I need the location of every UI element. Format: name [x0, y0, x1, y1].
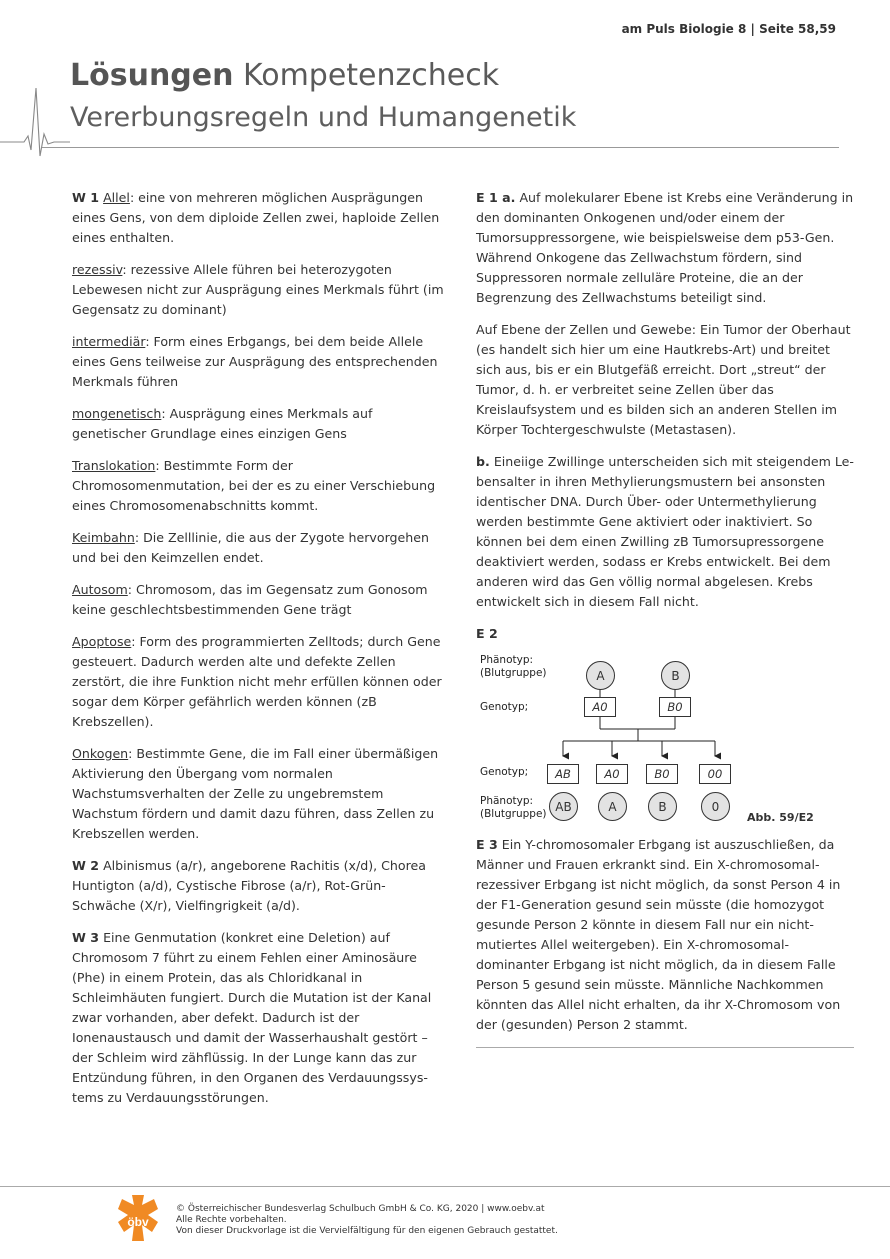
e1b-paragraph — [476, 452, 854, 612]
w3-text: Eine Genmutation (konkret eine Deletion) auf Chromosom 7 führt zu einem Fehlen einer Aminosäure (Phe) in einem Protein, das als Chloridkanal in Schleimhäuten fungiert. Durch die Mutation ist der Kanal zwar vorhanden, aber defekt. Dadurch ist der Ionenaustausch und damit der Wasserhaushalt gestört – der Schleim wird zähflüssig. In der Lunge kann das zur Entzündung führen, in den Organen des Verdauungssystems zu Verdauungsstörungen. — [72, 930, 432, 1105]
definition-paragraph — [72, 332, 444, 392]
definition-paragraph — [72, 744, 444, 844]
definition-text: : Form eines Erbgangs, bei dem beide Allele eines Gens teilweise zur Ausprägung des entsprechenden Merkmals führen — [72, 334, 438, 389]
e1a-paragraph — [476, 188, 854, 308]
e1b-text: Eineiige Zwillinge unterscheiden sich mit steigendem Lebensalter in ihren Methylierungsmustern bei ansonsten identischer DNA. Durch Über- oder Untermethylierung werden bestimmte Gene aktiviert oder inaktiviert. So können bei dem einen Zwilling zB Tumorsupressorgene deaktiviert werden, sodass er Krebs entwickelt. Bei dem anderen wird das Gen völlig normal abgelesen. Krebs entwickelt sich in diesem Fall nicht. — [476, 454, 854, 609]
child-genotype: A0 — [596, 764, 628, 784]
w2-text: Albinismus (a/r), angeborene Rachitis (x/d), Chorea Huntigton (a/d), Cystische Fibrose (a/r), Rot-Grün-Schwäche (X/r), Vielfingrigkeit (a/d). — [72, 858, 426, 913]
page-subtitle: Vererbungsregeln und Humangenetik — [70, 102, 577, 133]
definition-term: Onkogen — [72, 746, 129, 761]
definition-term: Apoptose — [72, 634, 132, 649]
genotype-label: Genotyp; — [480, 701, 529, 713]
w1-term: Allel — [103, 190, 130, 205]
footer-rights: Alle Rechte vorbehalten. — [176, 1215, 287, 1225]
oebv-logo — [118, 1195, 158, 1241]
definition-paragraph — [72, 528, 444, 568]
definition-text: : Form des programmierten Zelltods; durch Gene gesteuert. Dadurch werden alte und defekte Zellen zerstört, die ihre Funktion nicht mehr erfüllen können oder sogar dem Körper gefährlich werden können (zB Krebszellen). — [72, 634, 442, 729]
definition-paragraph — [72, 260, 444, 320]
parent-genotype: A0 — [584, 697, 616, 717]
child-genotype: B0 — [646, 764, 678, 784]
definition-text: : Chromosom, das im Gegensatz zum Gonosom keine geschlechtsbestimmenden Gene trägt — [72, 582, 428, 617]
parent-phenotype: B — [661, 661, 690, 690]
e1a-paragraph-2: Auf Ebene der Zellen und Gewebe: Ein Tumor der Oberhaut (es handelt sich hier um eine Hautkrebs-Art) und breitet sich aus, bis er ein Blutgefäß erreicht. Dort „streut“ der Tumor, d. h. er verbreitet seine Zellen über das Kreislaufsystem und es bilden sich an anderen Stellen im Körper Tochtergeschwulste (Metastasen). — [476, 322, 851, 437]
phenotype-label-line1: Phänotyp: — [480, 795, 534, 807]
section-end-divider — [476, 1047, 854, 1048]
logo-text: öbv — [127, 1215, 149, 1229]
definition-text: : Bestimmte Gene, die im Fall einer übermäßigen Aktivierung den Übergang vom normalen Wachstumsverhalten der Zelle zu ungebremstem Wachstum fördern und damit dazu führen, dass Zellen zu Krebszellen werden. — [72, 746, 439, 841]
definition-term: rezessiv — [72, 262, 123, 277]
w3-label: W 3 — [72, 930, 100, 945]
footer-copyright: © Österreichischer Bundesverlag Schulbuch GmbH & Co. KG, 2020 | www.oebv.at — [176, 1204, 545, 1214]
child-phenotype: B — [648, 792, 677, 821]
e3-text: Ein Y-chromosomaler Erbgang ist auszuschließen, da Männer und Frauen erkrankt sind. Ein X-chromosomal-rezessiver Erbgang ist nicht möglich, da sonst Person 4 in der F1-Generation gesund sein müsste (die homozygot gesunde Person 2 könnte in diesem Fall nur ein nicht-mutiertes Allel weitergeben). Ein X-chromosomal-dominanter Erbgang ist nicht möglich, da in diesem Falle Person 5 gesund sein müsste. Männliche Nachkommen könnten das Allel nicht erhalten, da ihr X-Chromosom von der (gesunden) Person 2 stammt. — [476, 837, 841, 1032]
definition-paragraph — [72, 456, 444, 516]
w2-label: W 2 — [72, 858, 100, 873]
figure-caption: Abb. 59/E2 — [747, 811, 814, 824]
e1a-label: E 1 a. — [476, 190, 516, 205]
definition-term: Keimbahn — [72, 530, 135, 545]
definition-paragraph — [72, 632, 444, 732]
genotype-label-children: Genotyp; — [480, 766, 529, 778]
parent-phenotype: A — [586, 661, 615, 690]
w2-paragraph — [72, 856, 444, 916]
title-bold: Lösungen — [70, 58, 234, 93]
definition-text: : Bestimmte Form der Chromosomenmutation, bei der es zu einer Verschiebung eines Chromosomenabschnitts kommt. — [72, 458, 436, 513]
child-phenotype: AB — [549, 792, 578, 821]
phenotype-label-line2: (Blutgruppe) — [480, 808, 547, 820]
e1a-text: Auf molekularer Ebene ist Krebs eine Veränderung in den dominanten Onkogenen und/oder einem der Tumorsuppressorgene, wie beispielsweise dem p53-Gen. Während Onkogene das Zellwachstum fördern, sind Suppressoren normale zelluläre Proteine, die an der Begrenzung des Zellwachstums beteiligt sind. — [476, 190, 854, 305]
phenotype-label-line2: (Blutgruppe) — [480, 667, 547, 679]
definition-paragraph — [72, 404, 444, 444]
child-phenotype: A — [598, 792, 627, 821]
phenotype-label-line1: Phänotyp: — [480, 654, 534, 666]
parent-genotype: B0 — [659, 697, 691, 717]
footer-text — [176, 1204, 558, 1237]
bloodgroup-diagram — [476, 650, 854, 825]
page-title — [70, 58, 499, 93]
definition-paragraph — [72, 580, 444, 620]
footer-permission: Von dieser Druckvorlage ist die Vervielfältigung für den eigenen Gebrauch gestattet. — [176, 1226, 558, 1236]
definition-text: : Die Zelllinie, die aus der Zygote hervorgehen und bei den Keimzellen endet. — [72, 530, 430, 565]
e3-label: E 3 — [476, 837, 498, 852]
right-column — [476, 188, 854, 1048]
phenotype-label — [480, 654, 547, 680]
definition-term: Autosom — [72, 582, 128, 597]
phenotype-label-children — [480, 795, 547, 821]
e2-label: E 2 — [476, 626, 498, 641]
child-phenotype: 0 — [701, 792, 730, 821]
title-rest: Kompetenzcheck — [243, 58, 500, 93]
definition-term: mongenetisch — [72, 406, 162, 421]
w3-paragraph — [72, 928, 444, 1108]
child-genotype: AB — [547, 764, 579, 784]
footer-divider — [0, 1186, 890, 1187]
w1-paragraph — [72, 188, 444, 248]
book-reference: am Puls Biologie 8 | Seite 58,59 — [621, 22, 836, 36]
w1-label: W 1 — [72, 190, 100, 205]
e3-paragraph — [476, 835, 854, 1035]
title-divider — [42, 147, 839, 148]
w1-text: : eine von mehreren möglichen Ausprägungen eines Gens, von dem diploide Zellen zwei, haploide Zellen eines enthalten. — [72, 190, 440, 245]
definition-text: : rezessive Allele führen bei heterozygoten Lebewesen nicht zur Ausprägung eines Merkmals führt (im Gegensatz zu dominant) — [72, 262, 444, 317]
definition-term: intermediär — [72, 334, 146, 349]
left-column — [72, 188, 444, 1120]
definition-text: : Ausprägung eines Merkmals auf genetischer Grundlage eines einzigen Gens — [72, 406, 373, 441]
definition-term: Translokation — [72, 458, 156, 473]
e1b-label: b. — [476, 454, 490, 469]
child-genotype: 00 — [699, 764, 731, 784]
